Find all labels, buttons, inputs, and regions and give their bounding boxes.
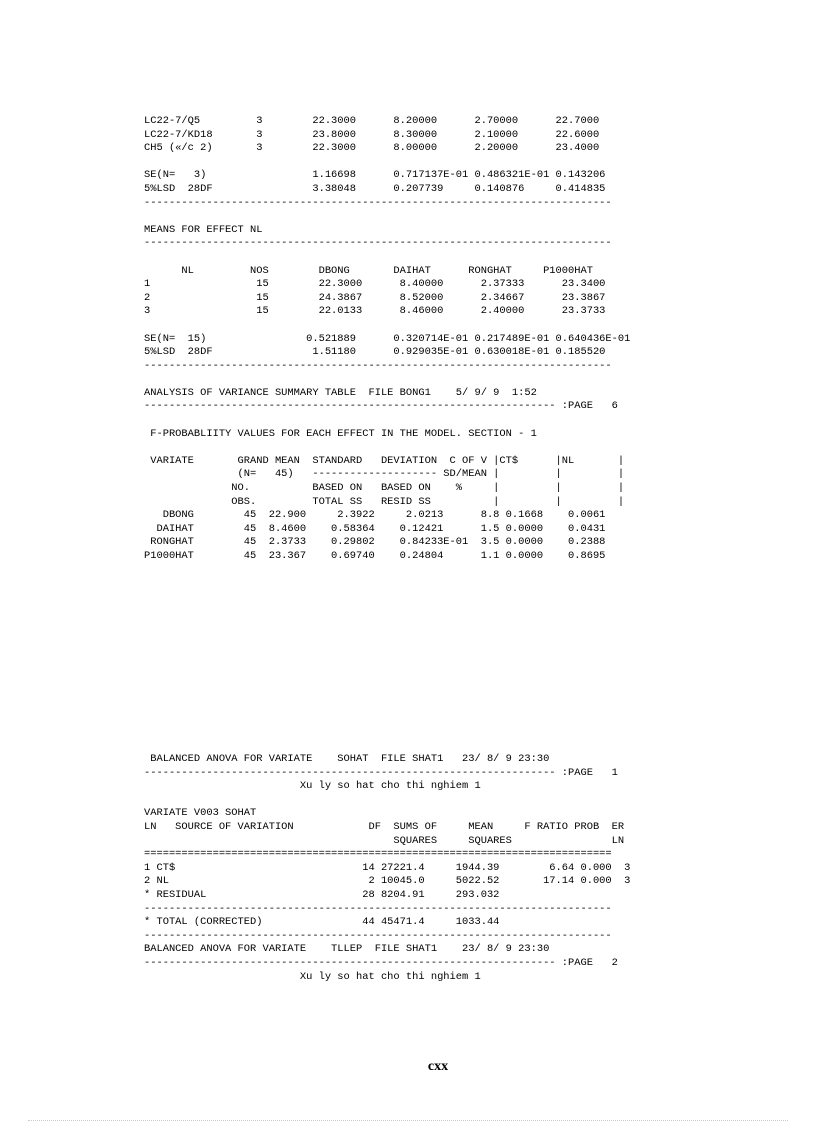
output-line: BALANCED ANOVA FOR VARIATE TLLEP FILE SHAT1 23/ 8/ 9 23:30	[144, 943, 550, 956]
output-line: (N= 45) -------------------- SD/MEAN | | |	[144, 468, 625, 481]
output-line: DBONG 45 22.900 2.3922 2.0213 8.8 0.1668 0.0061	[144, 509, 606, 522]
output-line: VARIATE V003 SOHAT	[144, 807, 257, 820]
output-line: 5%LSD 28DF 1.51180 0.929035E-01 0.630018E-01 0.185520	[144, 346, 606, 359]
output-line: 3 15 22.0133 8.46000 2.40000 23.3733	[144, 305, 606, 318]
output-line: LN SOURCE OF VARIATION DF SUMS OF MEAN F RATIO PROB ER	[144, 820, 625, 833]
output-line: Xu ly so hat cho thi nghiem 1	[144, 970, 481, 983]
output-line: ===========================================================================	[144, 848, 612, 861]
output-line: NO. BASED ON BASED ON % | | |	[144, 482, 625, 495]
output-line: RONGHAT 45 2.3733 0.29802 0.84233E-01 3.5 0.0000 0.2388	[144, 536, 606, 549]
output-line: ---------------------------------------------------------------------------	[144, 237, 612, 250]
output-line: LC22-7/Q5 3 22.3000 8.20000 2.70000 22.7000	[144, 115, 600, 127]
statistical-output-top	[144, 115, 630, 564]
output-line: SQUARES SQUARES LN	[144, 834, 625, 847]
page-bottom-divider	[28, 1120, 788, 1121]
output-line: F-PROBABLIITY VALUES FOR EACH EFFECT IN THE MODEL. SECTION - 1	[144, 427, 537, 440]
output-line: ---------------------------------------------------------------------------	[144, 902, 612, 915]
output-line: 2 NL 2 10045.0 5022.52 17.14 0.000 3	[144, 875, 631, 888]
statistical-output-bottom	[144, 753, 630, 984]
output-line: MEANS FOR EFFECT NL	[144, 223, 263, 236]
output-line: 1 15 22.3000 8.40000 2.37333 23.3400	[144, 278, 606, 291]
output-line: BALANCED ANOVA FOR VARIATE SOHAT FILE SHAT1 23/ 8/ 9 23:30	[144, 753, 550, 765]
output-line: NL NOS DBONG DAIHAT RONGHAT P1000HAT	[144, 264, 593, 277]
output-line: P1000HAT 45 23.367 0.69740 0.24804 1.1 0.0000 0.8695	[144, 550, 606, 562]
output-line: VARIATE GRAND MEAN STANDARD DEVIATION C OF V |CT$ |NL |	[144, 454, 625, 467]
output-line: ---------------------------------------------------------------------------	[144, 359, 612, 372]
output-line: OBS. TOTAL SS RESID SS | | |	[144, 495, 625, 508]
output-line: LC22-7/KD18 3 23.8000 8.30000 2.10000 22.6000	[144, 128, 600, 141]
page-number: cxx	[427, 1059, 449, 1074]
output-line: SE(N= 15) 0.521889 0.320714E-01 0.217489E-01 0.640436E-01	[144, 332, 631, 345]
output-line: CH5 («/c 2) 3 22.3000 8.00000 2.20000 23.4000	[144, 142, 600, 155]
output-line: * RESIDUAL 28 8204.91 293.032	[144, 888, 500, 901]
output-line: ------------------------------------------------------------------ :PAGE 1	[144, 766, 618, 779]
output-line: ------------------------------------------------------------------ :PAGE 6	[144, 400, 618, 413]
output-line: SE(N= 3) 1.16698 0.717137E-01 0.486321E-01 0.143206	[144, 169, 606, 182]
output-line: Xu ly so hat cho thi nghiem 1	[144, 780, 481, 793]
output-line: ---------------------------------------------------------------------------	[144, 929, 612, 942]
output-line: 1 CT$ 14 27221.4 1944.39 6.64 0.000 3	[144, 861, 631, 874]
output-line: ------------------------------------------------------------------ :PAGE 2	[144, 956, 618, 969]
output-line: ANALYSIS OF VARIANCE SUMMARY TABLE FILE BONG1 5/ 9/ 9 1:52	[144, 386, 537, 399]
output-line: * TOTAL (CORRECTED) 44 45471.4 1033.44	[144, 916, 500, 929]
output-line: ---------------------------------------------------------------------------	[144, 196, 612, 209]
output-line: DAIHAT 45 8.4600 0.58364 0.12421 1.5 0.0000 0.0431	[144, 522, 606, 535]
output-line: 5%LSD 28DF 3.38048 0.207739 0.140876 0.414835	[144, 182, 606, 195]
output-line: 2 15 24.3867 8.52000 2.34667 23.3867	[144, 291, 606, 304]
